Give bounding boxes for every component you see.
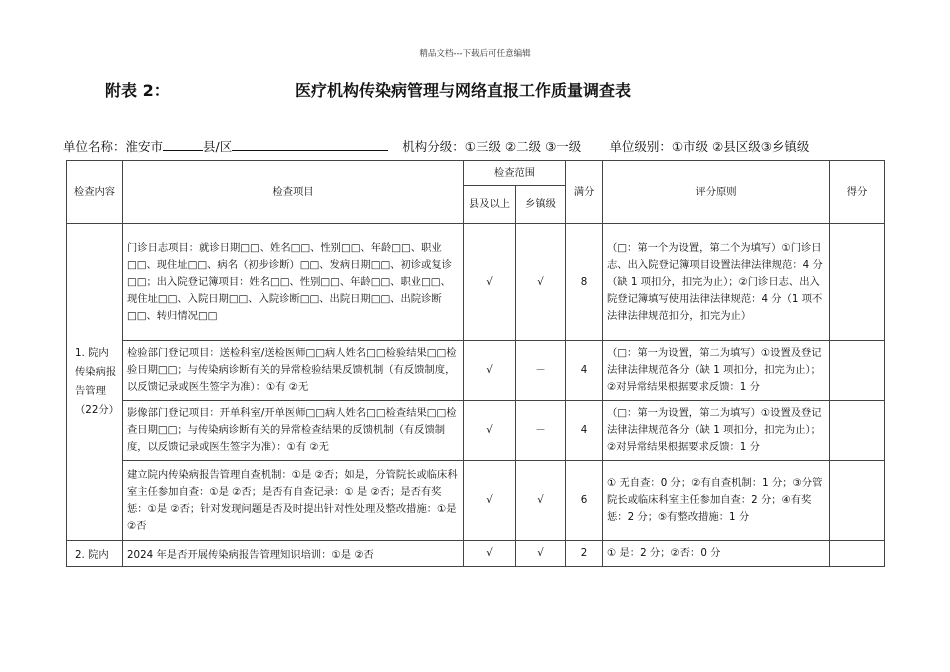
full-score: 4 [566, 401, 603, 461]
header-scope: 检查范围 [464, 161, 566, 186]
check-item: 检验部门登记项目：送检科室/送检医师□□病人姓名□□检验结果□□检验日期□□；与传染病诊断有关的异常检验结果反馈机制（有反馈制度，以反馈记录或医生签字为准）：①有 ②无 [123, 341, 464, 401]
full-score: 6 [566, 461, 603, 541]
category-2: 2. 院内 [67, 541, 123, 567]
header-items: 检查项目 [123, 161, 464, 224]
county-name-blank[interactable] [232, 138, 388, 151]
scope-county-mark: √ [464, 461, 516, 541]
county-label: 县/区 [203, 139, 233, 154]
category-1: 1. 院内传染病报告管理（22分） [67, 224, 123, 541]
scope-town-mark: √ [516, 224, 566, 341]
unit-name-label: 单位名称：淮安市 [63, 139, 164, 154]
document-title: 医疗机构传染病管理与网络直报工作质量调查表 [295, 81, 632, 100]
header-full-score: 满分 [566, 161, 603, 224]
annex-label: 附表 2： [105, 81, 170, 100]
check-item: 2024 年是否开展传染病报告管理知识培训：①是 ②否 [123, 541, 464, 567]
full-score: 4 [566, 341, 603, 401]
scope-county-mark: √ [464, 541, 516, 567]
table-row [67, 461, 885, 541]
score-cell[interactable] [830, 541, 885, 567]
county-blank[interactable] [163, 138, 203, 151]
check-item: 建立院内传染病报告管理自查机制：①是 ②否；如是，分管院长或临床科室主任参加自查：①是 ②否；是否有自查记录：① 是 ②否；是否有奖惩：①是 ②否；针对发现问题是否及时提出针对性处理及整改措施：①是 ②否 [123, 461, 464, 541]
scope-town-mark: √ [516, 541, 566, 567]
table-row [67, 224, 885, 341]
scoring-rule: （□：第一为设置，第二为填写）①设置及登记法律法律规范各分（缺 1 项扣分，扣完为止）；②对异常结果根据要求反馈：1 分 [603, 341, 830, 401]
table-row [67, 401, 885, 461]
quality-survey-table [66, 160, 885, 567]
header-score: 得分 [830, 161, 885, 224]
full-score: 2 [566, 541, 603, 567]
score-cell[interactable] [830, 461, 885, 541]
header-scope-town: 乡镇级 [516, 186, 566, 224]
org-level-options: 机构分级：①三级 ②二级 ③一级 [402, 139, 582, 154]
check-item: 门诊日志项目：就诊日期□□、姓名□□、性别□□、年龄□□、职业□□、现住址□□、病名（初步诊断）□□、发病日期□□、初诊或复诊□□；出入院登记簿项目：姓名□□、性别□□、年龄□□、职业□□、现住址□□、入院日期□□、入院诊断□□、出院日期□□、出院诊断□□、转归情况□□ [123, 224, 464, 341]
scope-county-mark: √ [464, 341, 516, 401]
scope-town-mark: － [516, 341, 566, 401]
score-cell[interactable] [830, 224, 885, 341]
header-row-1 [67, 161, 885, 186]
scoring-rule: ① 无自查：0 分；②有自查机制：1 分；③分管院长或临床科室主任参加自查：2 分；④有奖惩：2 分；⑤有整改措施：1 分 [603, 461, 830, 541]
table-row [67, 341, 885, 401]
header-rules: 评分原则 [603, 161, 830, 224]
header-scope-county: 县及以上 [464, 186, 516, 224]
scoring-rule: （□：第一为设置，第二为填写）①设置及登记法律法律规范各分（缺 1 项扣分，扣完为止）；②对异常结果根据要求反馈：1 分 [603, 401, 830, 461]
score-cell[interactable] [830, 401, 885, 461]
header-note: 精品文档---下载后可任意编辑 [419, 49, 531, 59]
full-score: 8 [566, 224, 603, 341]
check-item: 影像部门登记项目：开单科室/开单医师□□病人姓名□□检查结果□□检查日期□□；与传染病诊断有关的异常检查结果的反馈机制（有反馈制度，以反馈记录或医生签字为准）：①有 ②无 [123, 401, 464, 461]
scoring-rule: （□：第一个为设置，第二个为填写）①门诊日志、出入院登记簿项目设置法律法律规范：4 分（缺 1 项扣分，扣完为止）；②门诊日志、出入院登记簿填写使用法律法律规范：4 分（1 项不法律法律规范扣分，扣完为止） [603, 224, 830, 341]
scope-county-mark: √ [464, 401, 516, 461]
title-row [0, 78, 950, 102]
table-row [67, 541, 885, 567]
header-content: 检查内容 [67, 161, 123, 224]
unit-level-options: 单位级别：①市级 ②县区级③乡镇级 [609, 139, 810, 154]
unit-info-line [63, 137, 809, 155]
scope-county-mark: √ [464, 224, 516, 341]
scoring-rule: ① 是：2 分；②否：0 分 [603, 541, 830, 567]
scope-town-mark: － [516, 401, 566, 461]
scope-town-mark: √ [516, 461, 566, 541]
score-cell[interactable] [830, 341, 885, 401]
